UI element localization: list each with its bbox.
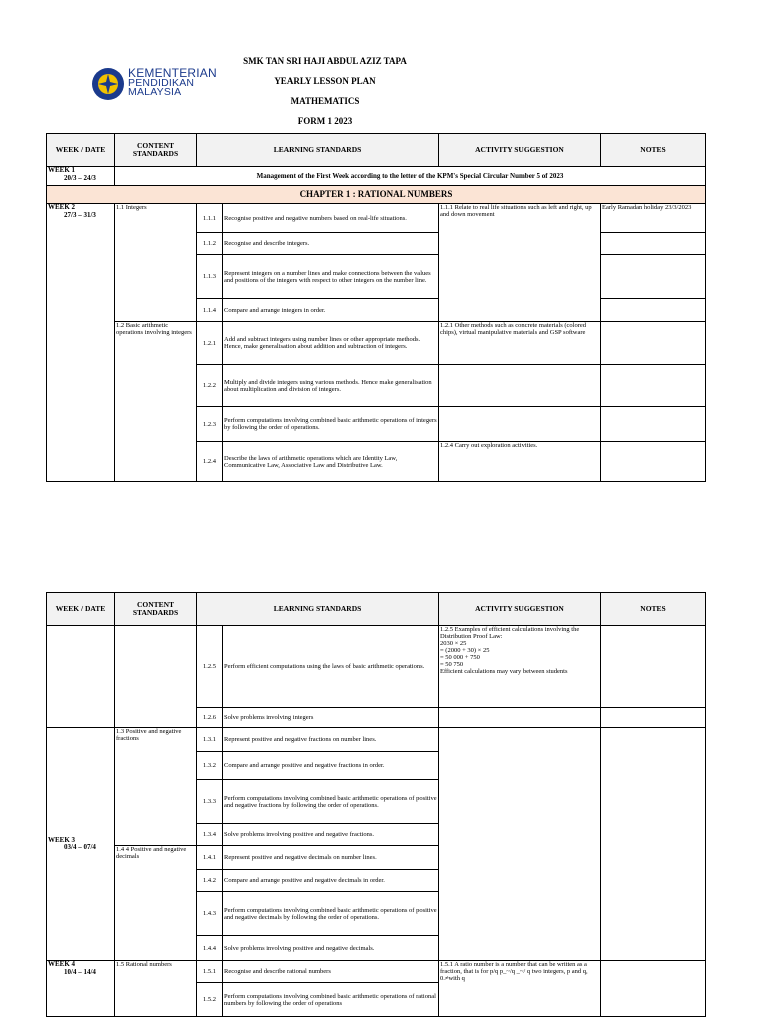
plan-title: YEARLY LESSON PLAN bbox=[274, 76, 376, 86]
activity-suggestion bbox=[439, 407, 601, 442]
standard-code: 1.5.1 bbox=[197, 961, 223, 983]
table-row bbox=[47, 204, 706, 233]
standard-text: Compare and arrange positive and negative decimals in order. bbox=[223, 870, 439, 892]
standard-code: 1.2.1 bbox=[197, 322, 223, 365]
activity-suggestion bbox=[439, 728, 601, 961]
activity-suggestion: 1.5.1 A ratio number is a number that can be written as a fraction, that is for p/q p_~/q _~/ q two integers, p and q, 0.≠with q bbox=[439, 961, 601, 1017]
standard-code: 1.4.4 bbox=[197, 936, 223, 961]
lesson-plan-table-2 bbox=[46, 592, 706, 1017]
form-title: FORM 1 2023 bbox=[297, 116, 353, 126]
management-note: Management of the First Week according to the letter of the KPM's Special Circular Number 5 of 2023 bbox=[115, 167, 706, 186]
standard-code: 1.1.3 bbox=[197, 255, 223, 299]
standard-text: Represent positive and negative decimals on number lines. bbox=[223, 846, 439, 870]
col-content-standards: CONTENT STANDARDS bbox=[115, 134, 197, 167]
table-row bbox=[47, 167, 706, 186]
standard-text: Add and subtract integers using number lines or other appropriate methods. Hence, make generalisation about addition and subtraction of integers. bbox=[223, 322, 439, 365]
standard-text: Recognise and describe rational numbers bbox=[223, 961, 439, 983]
week-label: WEEK 3 bbox=[48, 835, 76, 844]
standard-text: Perform computations involving combined basic arithmetic operations of integers by following the order of operations. bbox=[223, 407, 439, 442]
school-name: SMK TAN SRI HAJI ABDUL AZIZ TAPA bbox=[243, 56, 407, 66]
header-row bbox=[47, 593, 706, 626]
chapter-title: CHAPTER 1 : RATIONAL NUMBERS bbox=[47, 186, 706, 204]
notes-cell bbox=[601, 626, 706, 708]
standard-code: 1.2.3 bbox=[197, 407, 223, 442]
standard-text: Perform computations involving combined basic arithmetic operations of rational numbers by following the order of operations bbox=[223, 983, 439, 1017]
standard-text: Compare and arrange integers in order. bbox=[223, 299, 439, 322]
standard-text: Represent integers on a number lines and make connections between the values and positions of the integers with respect to other integers on the number line. bbox=[223, 255, 439, 299]
activity-suggestion: 1.2.5 Examples of efficient calculations involving the Distribution Proof Law: 2030 × 25 = (2000 + 30) × 25 = 50 000 + 750 = 50 750 Efficient calculations may vary between students bbox=[439, 626, 601, 708]
standard-code: 1.3.2 bbox=[197, 752, 223, 780]
table-row bbox=[47, 322, 706, 365]
week-cell bbox=[47, 626, 115, 728]
col-week-date: WEEK / DATE bbox=[47, 134, 115, 167]
notes-cell bbox=[601, 442, 706, 482]
week-cell bbox=[47, 961, 115, 1017]
activity-suggestion: 1.2.1 Other methods such as concrete materials (colored chips), virtual manipulative materials and GSP software bbox=[439, 322, 601, 365]
week-label: WEEK 2 bbox=[48, 203, 76, 211]
col-week-date: WEEK / DATE bbox=[47, 593, 115, 626]
standard-code: 1.2.5 bbox=[197, 626, 223, 708]
content-standard: 1.2 Basic arithmetic operations involving integers bbox=[115, 322, 197, 482]
notes-cell bbox=[601, 322, 706, 365]
standard-code: 1.3.3 bbox=[197, 780, 223, 824]
week-date: 20/3 – 24/3 bbox=[64, 173, 96, 182]
week-date: 10/4 – 14/4 bbox=[64, 967, 96, 976]
week-cell bbox=[47, 728, 115, 961]
activity-suggestion bbox=[439, 365, 601, 407]
standard-code: 1.5.2 bbox=[197, 983, 223, 1017]
standard-text: Perform computations involving combined basic arithmetic operations of positive and negative decimals by following the order of operations. bbox=[223, 892, 439, 936]
content-standard bbox=[115, 626, 197, 728]
col-learning-standards: LEARNING STANDARDS bbox=[197, 134, 439, 167]
content-standard: 1.5 Rational numbers bbox=[115, 961, 197, 1017]
table-row bbox=[47, 626, 706, 708]
activity-suggestion: 1.2.4 Carry out exploration activities. bbox=[439, 442, 601, 482]
notes-cell bbox=[601, 728, 706, 961]
standard-code: 1.1.4 bbox=[197, 299, 223, 322]
standard-text: Solve problems involving positive and negative decimals. bbox=[223, 936, 439, 961]
notes-cell bbox=[601, 233, 706, 255]
content-standard: 1.4 4 Positive and negative decimals bbox=[115, 846, 197, 961]
col-notes: NOTES bbox=[601, 593, 706, 626]
ministry-logo bbox=[91, 66, 217, 101]
notes-cell bbox=[601, 299, 706, 322]
standard-code: 1.3.4 bbox=[197, 824, 223, 846]
table-row bbox=[47, 961, 706, 983]
standard-text: Recognise and describe integers. bbox=[223, 233, 439, 255]
standard-code: 1.4.2 bbox=[197, 870, 223, 892]
standard-code: 1.1.1 bbox=[197, 204, 223, 233]
col-notes: NOTES bbox=[601, 134, 706, 167]
header-row bbox=[47, 134, 706, 167]
standard-code: 1.4.1 bbox=[197, 846, 223, 870]
col-activity-suggestion: ACTIVITY SUGGESTION bbox=[439, 134, 601, 167]
subject-title: MATHEMATICS bbox=[290, 96, 360, 106]
week-cell bbox=[47, 167, 115, 186]
notes-cell bbox=[601, 255, 706, 299]
activity-suggestion bbox=[439, 708, 601, 728]
standard-code: 1.2.6 bbox=[197, 708, 223, 728]
logo-line-3: MALAYSIA bbox=[128, 86, 182, 98]
content-standard: 1.1 Integers bbox=[115, 204, 197, 322]
notes-cell: Early Ramadan holiday 23/3/2023 bbox=[601, 204, 706, 233]
week-label: WEEK 4 bbox=[48, 960, 76, 968]
week-date: 03/4 – 07/4 bbox=[64, 843, 96, 851]
standard-code: 1.4.3 bbox=[197, 892, 223, 936]
col-activity-suggestion: ACTIVITY SUGGESTION bbox=[439, 593, 601, 626]
notes-cell bbox=[601, 407, 706, 442]
week-label: WEEK 1 bbox=[48, 166, 76, 174]
standard-text: Multiply and divide integers using various methods. Hence make generalisation about multiplication and division of integers. bbox=[223, 365, 439, 407]
week-cell bbox=[47, 204, 115, 482]
standard-text: Perform computations involving combined basic arithmetic operations of positive and negative fractions by following the order of operations. bbox=[223, 780, 439, 824]
notes-cell bbox=[601, 365, 706, 407]
document-header bbox=[200, 54, 450, 134]
standard-code: 1.2.4 bbox=[197, 442, 223, 482]
standard-code: 1.3.1 bbox=[197, 728, 223, 752]
ministry-crest-icon bbox=[91, 67, 125, 101]
standard-text: Represent positive and negative fractions on number lines. bbox=[223, 728, 439, 752]
activity-suggestion: 1.1.1 Relate to real life situations such as left and right, up and down movement bbox=[439, 204, 601, 322]
standard-code: 1.2.2 bbox=[197, 365, 223, 407]
chapter-row bbox=[47, 186, 706, 204]
standard-text: Perform efficient computations using the laws of basic arithmetic operations. bbox=[223, 626, 439, 708]
logo-line-1: KEMENTERIAN bbox=[128, 66, 217, 80]
week-date: 27/3 – 31/3 bbox=[64, 210, 96, 219]
col-content-standards: CONTENT STANDARDS bbox=[115, 593, 197, 626]
standard-text: Describe the laws of arithmetic operations which are Identity Law, Communicative Law, Associative Law and Distributive Law. bbox=[223, 442, 439, 482]
standard-text: Solve problems involving positive and negative fractions. bbox=[223, 824, 439, 846]
col-learning-standards: LEARNING STANDARDS bbox=[197, 593, 439, 626]
notes-cell bbox=[601, 961, 706, 1017]
standard-code: 1.1.2 bbox=[197, 233, 223, 255]
notes-cell bbox=[601, 708, 706, 728]
content-standard: 1.3 Positive and negative fractions bbox=[115, 728, 197, 846]
table-row bbox=[47, 728, 706, 752]
logo-line-2: PENDIDIKAN bbox=[128, 76, 195, 89]
standard-text: Compare and arrange positive and negative fractions in order. bbox=[223, 752, 439, 780]
lesson-plan-table-1 bbox=[46, 133, 706, 482]
standard-text: Solve problems involving integers bbox=[223, 708, 439, 728]
standard-text: Recognise positive and negative numbers based on real-life situations. bbox=[223, 204, 439, 233]
